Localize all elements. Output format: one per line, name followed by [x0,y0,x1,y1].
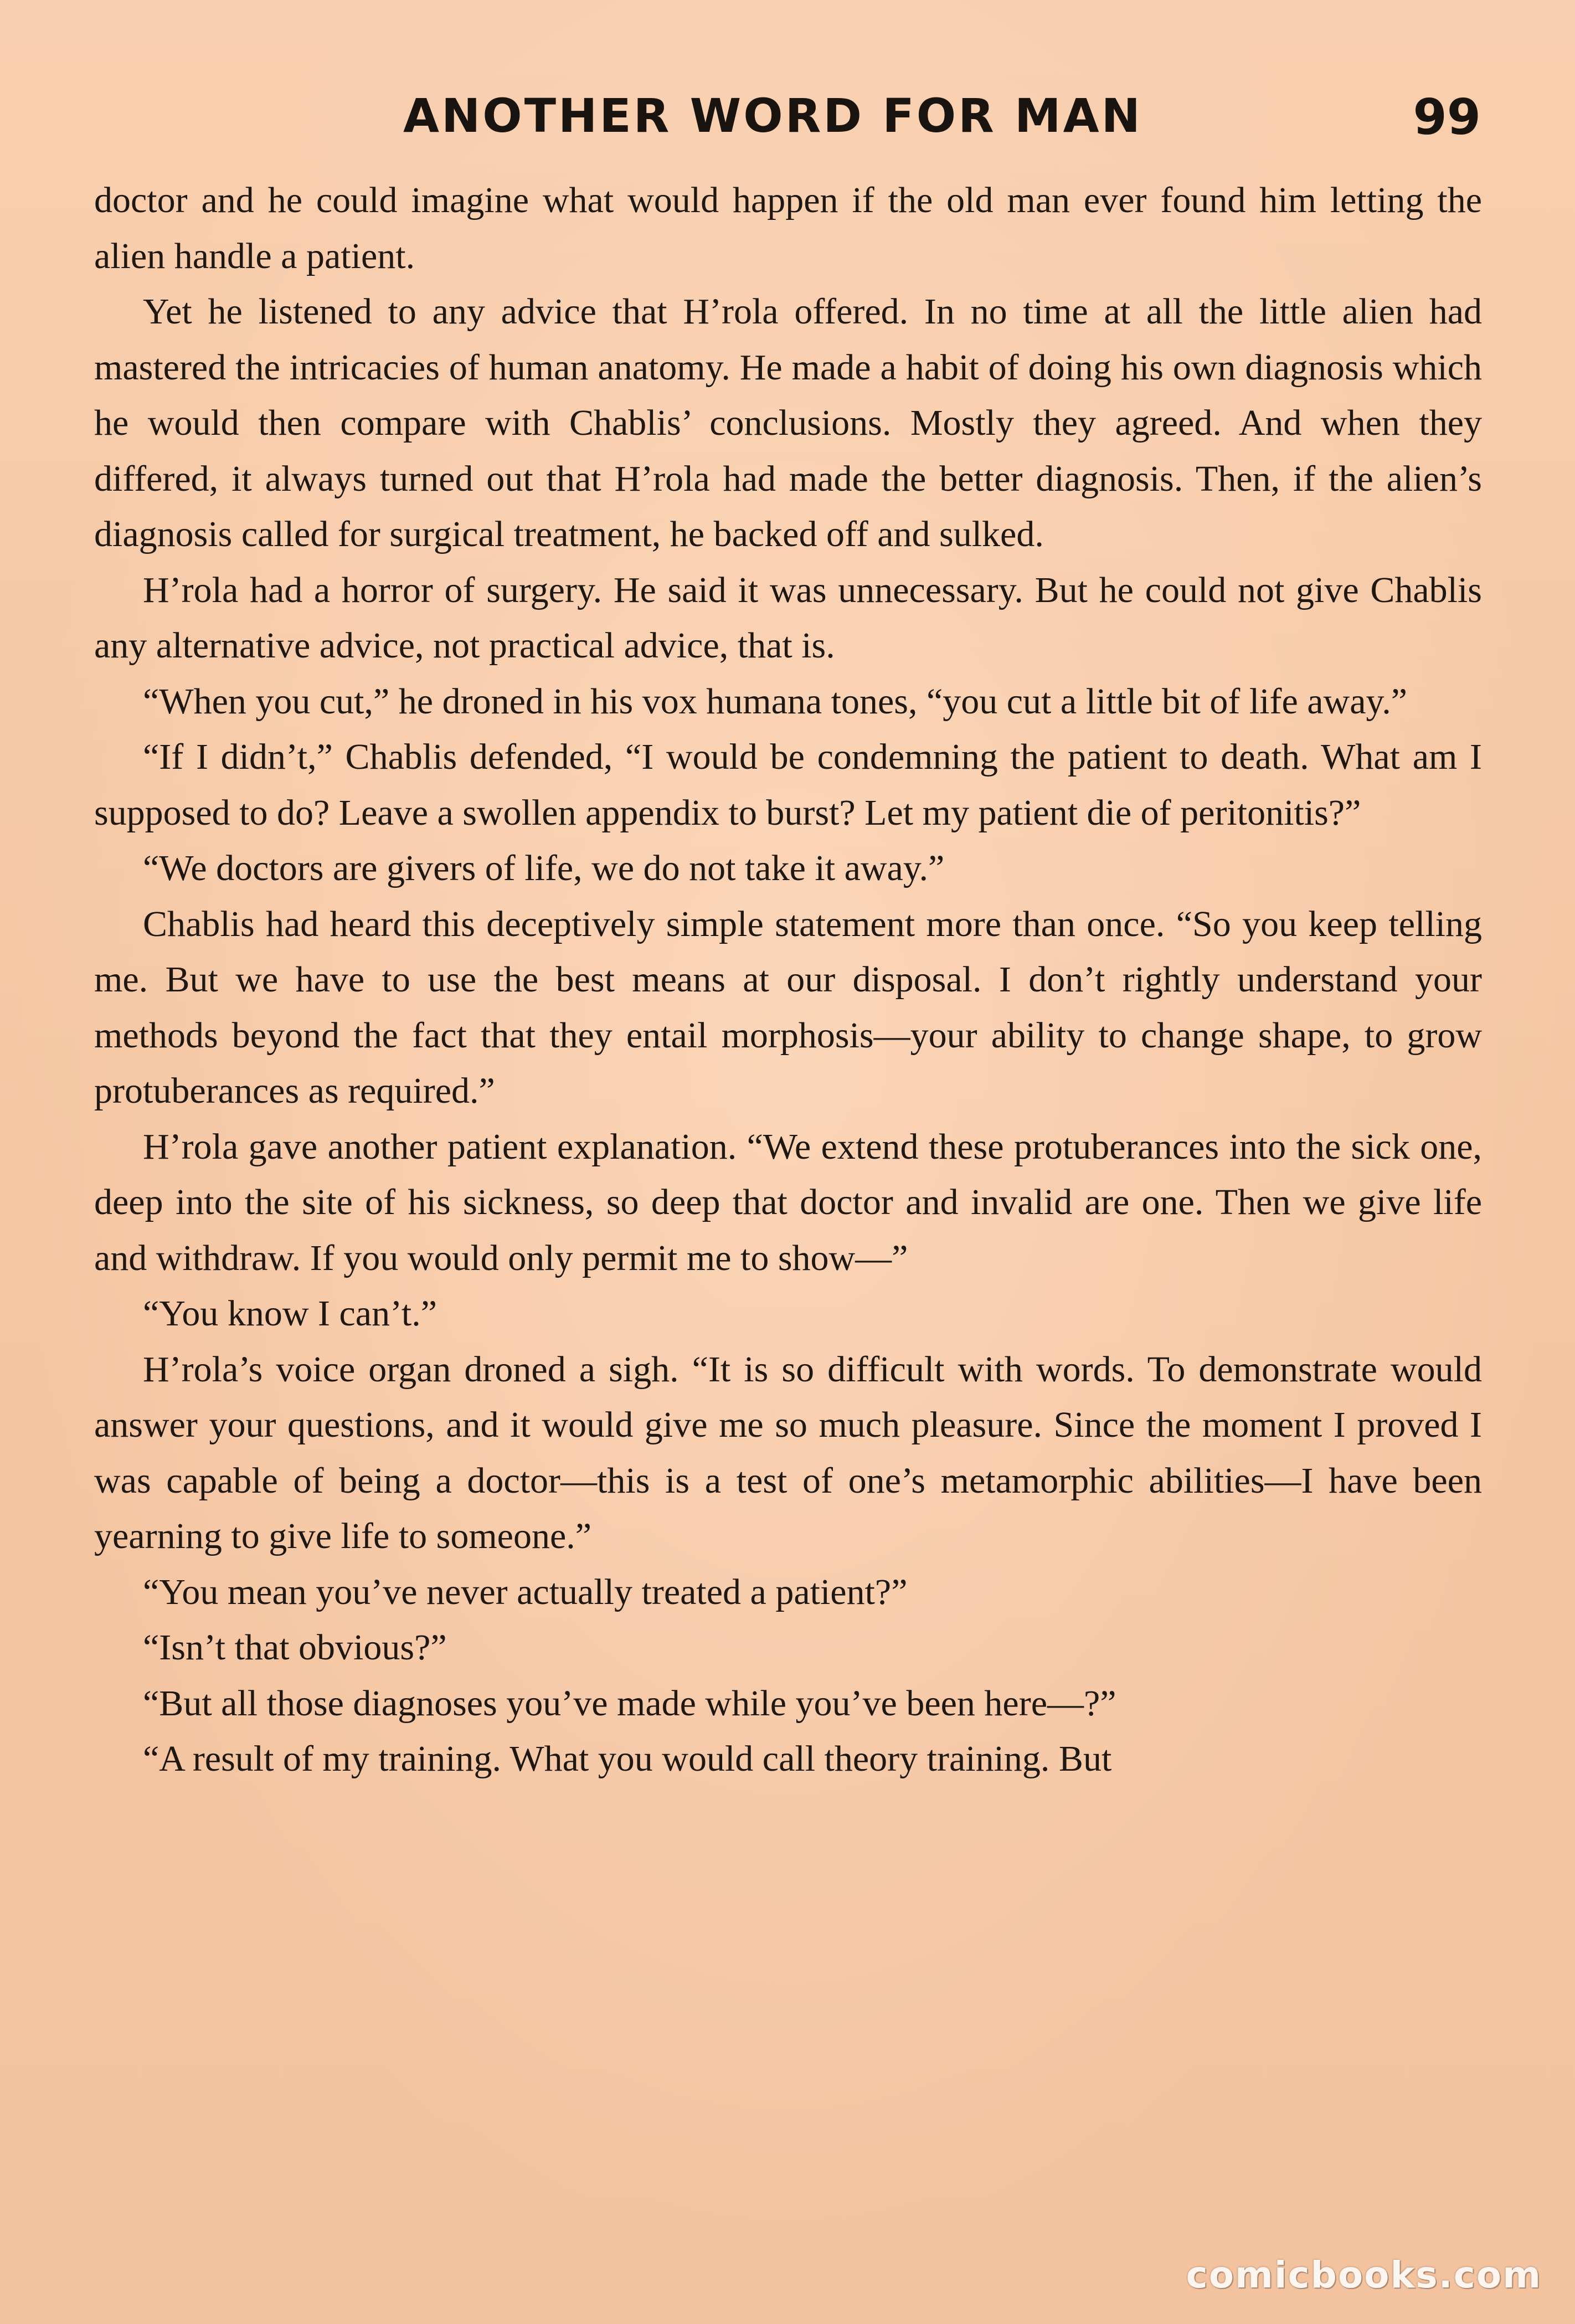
paragraph-2: Yet he listened to any advice that H’rola offered. In no time at all the little alien had mastered the intricacies of human anatomy. He made a habit of doing his own diagnosis which he would then compare with Chablis’ conclusions. Mostly they agreed. And when they differed, it always turned out that H’rola had made the better diagnosis. Then, if the alien’s diagnosis called for surgical treatment, he backed off and sulked. [94,291,1482,554]
paragraph-5: “If I didn’t,” Chablis defended, “I would be condemning the patient to death. What am I supposed to do? Leave a swollen appendix to burst? Let my patient die of peritonitis?” [94,737,1482,833]
running-title: ANOTHER WORD FOR MAN [403,89,1142,143]
paragraph-3: H’rola had a horror of surgery. He said it was unnecessary. But he could not give Chablis any alternative advice, not practical advice, that is. [94,569,1482,666]
watermark: comicbooks.com [1186,2254,1542,2296]
paragraph-11: “You mean you’ve never actually treated a patient?” [143,1571,908,1612]
paragraph-12: “Isn’t that obvious?” [143,1627,447,1668]
page-number: 99 [1413,89,1481,146]
paragraph-14: “A result of my training. What you would call theory training. But [143,1739,1112,1779]
paragraph-6: “We doctors are givers of life, we do not take it away.” [143,848,945,888]
body-text [94,173,1482,1787]
paragraph-8: H’rola gave another patient explanation. “We extend these protuberances into the sick one, deep into the site of his sickness, so deep that doctor and invalid are one. Then we give life and withdraw. If you would only permit me to show—” [94,1126,1482,1278]
paragraph-4: “When you cut,” he droned in his vox humana tones, “you cut a little bit of life away.” [143,681,1408,722]
paragraph-9: “You know I can’t.” [143,1293,437,1334]
paragraph-1: doctor and he could imagine what would happen if the old man ever found him letting the alien handle a patient. [94,180,1482,276]
paragraph-7: Chablis had heard this deceptively simple statement more than once. “So you keep telling me. But we have to use the best means at our disposal. I don’t rightly understand your methods beyond the fact that they entail morphosis—your ability to change shape, to grow protuberances as required.” [94,903,1482,1111]
paragraph-13: “But all those diagnoses you’ve made while you’ve been here—?” [143,1683,1116,1724]
running-header [0,89,1575,161]
paragraph-10: H’rola’s voice organ droned a sigh. “It is so difficult with words. To demonstrate would answer your questions, and it would give me so much pleasure. Since the moment I proved I was capable of being a doctor—this is a test of one’s metamorphic abilities—I have been yearning to give life to someone.” [94,1349,1482,1556]
